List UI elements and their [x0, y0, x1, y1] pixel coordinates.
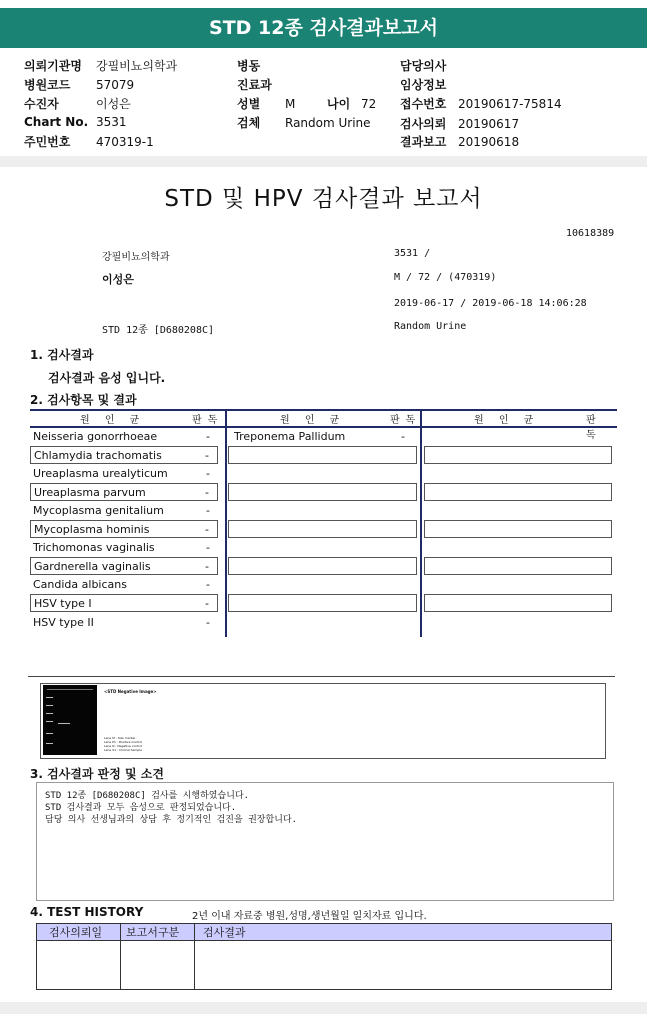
- header-field-ward: 병동: [237, 59, 261, 73]
- section-divider: [0, 156, 647, 167]
- opinion-box: [36, 782, 614, 901]
- table-row: Mycoplasma hominis -: [30, 520, 218, 538]
- section3-title: 3. 검사결과 판정 및 소견: [30, 767, 164, 781]
- report-patient: 이성은: [102, 273, 134, 286]
- table-row: [228, 446, 417, 464]
- report-sex-age: M / 72 / (470319): [394, 272, 497, 283]
- report-title: STD 12종 검사결과보고서: [209, 17, 438, 39]
- history-column-separator: [120, 924, 121, 989]
- table-row: [228, 520, 417, 538]
- opinion-line: STD 12종 [D680208C] 검사를 시행하였습니다.: [45, 791, 250, 801]
- table-column-separator: [225, 409, 227, 637]
- col2-header-name: 원 인 균: [280, 415, 346, 426]
- gel-lane-header: [47, 689, 93, 690]
- opinion-line: 담당 의사 선생님과의 상담 후 정기적인 검진을 권장합니다.: [45, 815, 298, 825]
- col3-header-result: 판독: [586, 415, 602, 441]
- header-field-doctor: 담당의사: [400, 59, 447, 73]
- table-row: [228, 483, 417, 501]
- header-field-request-date: 검사의뢰 20190617: [400, 117, 520, 131]
- gel-legend: Lane M : Size marker Lane P1 : Positive Control Lane N : Negative control Lane S1 : Clinical Sample: [104, 736, 143, 752]
- table-row: Neisseria gonorrhoeae -: [33, 430, 210, 443]
- header-field-hospital-code: 병원코드 57079: [24, 78, 135, 92]
- table-row: [424, 594, 612, 612]
- header-field-department: 진료과: [237, 78, 272, 92]
- history-header-report-type: 보고서구분: [126, 926, 180, 939]
- history-table: [36, 923, 612, 990]
- table-row: Gardnerella vaginalis -: [30, 557, 218, 575]
- table-column-separator: [420, 409, 422, 637]
- gel-band: [46, 743, 53, 744]
- results-table: [30, 409, 617, 637]
- section2-title: 2. 검사항목 및 결과: [30, 393, 137, 407]
- history-header-result: 검사결과: [203, 926, 246, 939]
- report-hospital: 강필비뇨의학과: [102, 252, 170, 263]
- table-row: [424, 483, 612, 501]
- table-row: Candida albicans -: [33, 578, 210, 591]
- history-header-row: [37, 924, 611, 941]
- section4-note: 2년 이내 자료중 병원,성명,생년월일 일치자료 입니다.: [192, 911, 427, 922]
- gel-band: [58, 723, 70, 724]
- history-header-request-date: 검사의뢰일: [49, 926, 103, 939]
- gel-band: [46, 705, 53, 706]
- gel-band: [46, 733, 53, 734]
- report-specimen: Random Urine: [394, 321, 467, 332]
- report-id: 10618389: [566, 228, 615, 239]
- section1-title: 1. 검사결과: [30, 348, 94, 362]
- header-field-specimen: 검체 Random Urine: [237, 116, 371, 130]
- header-field-resident-no: 주민번호 470319-1: [24, 135, 154, 149]
- table-row: Mycoplasma genitalium -: [33, 504, 210, 517]
- col1-header-name: 원 인 균: [80, 415, 146, 426]
- gel-electrophoresis-image: [43, 685, 97, 755]
- table-row: HSV type I -: [30, 594, 218, 612]
- table-row: [424, 557, 612, 575]
- table-row: [228, 594, 417, 612]
- col3-header-name: 원 인 균: [474, 415, 540, 426]
- gel-image-caption: <STD Negative Image>: [104, 689, 157, 694]
- table-row: Ureaplasma urealyticum -: [33, 467, 210, 480]
- header-field-receipt-no: 접수번호 20190617-75814: [400, 97, 562, 111]
- table-row: HSV type II -: [33, 616, 210, 629]
- report-dates: 2019-06-17 / 2019-06-18 14:06:28: [394, 298, 587, 309]
- report-subtitle: STD 및 HPV 검사결과 보고서: [164, 186, 483, 212]
- col2-header-result: 판독: [390, 415, 422, 426]
- bottom-divider: [0, 1002, 647, 1014]
- table-row: Treponema Pallidum -: [234, 430, 405, 443]
- table-row: [228, 557, 417, 575]
- section4-title: 4. TEST HISTORY: [30, 905, 144, 919]
- col1-header-result: 판독: [192, 415, 224, 426]
- table-row: Ureaplasma parvum -: [30, 483, 218, 501]
- history-column-separator: [194, 924, 195, 989]
- header-field-report-date: 결과보고 20190618: [400, 135, 520, 149]
- header-field-clinical-info: 임상정보: [400, 78, 447, 92]
- opinion-line: STD 검사결과 모두 음성으로 판정되었습니다.: [45, 803, 237, 813]
- table-row: Trichomonas vaginalis -: [33, 541, 210, 554]
- header-field-chart-no: Chart No. 3531: [24, 115, 127, 129]
- report-title-bar: [0, 8, 647, 48]
- table-row: Chlamydia trachomatis -: [30, 446, 218, 464]
- section1-summary: 검사결과 음성 입니다.: [48, 371, 166, 385]
- table-row: [424, 520, 612, 538]
- gel-band: [46, 721, 53, 722]
- header-field-institution: 의뢰기관명 강필비뇨의학과: [24, 59, 178, 73]
- report-test-name: STD 12종 [D680208C]: [102, 325, 215, 336]
- report-chart-line: 3531 /: [394, 248, 431, 259]
- table-row: [424, 446, 612, 464]
- header-field-age: 나이 72: [327, 97, 377, 111]
- header-field-sex: 성별 M: [237, 97, 296, 111]
- header-field-patient: 수진자 이성은: [24, 97, 131, 111]
- gel-band: [46, 697, 53, 698]
- gel-band: [46, 713, 53, 714]
